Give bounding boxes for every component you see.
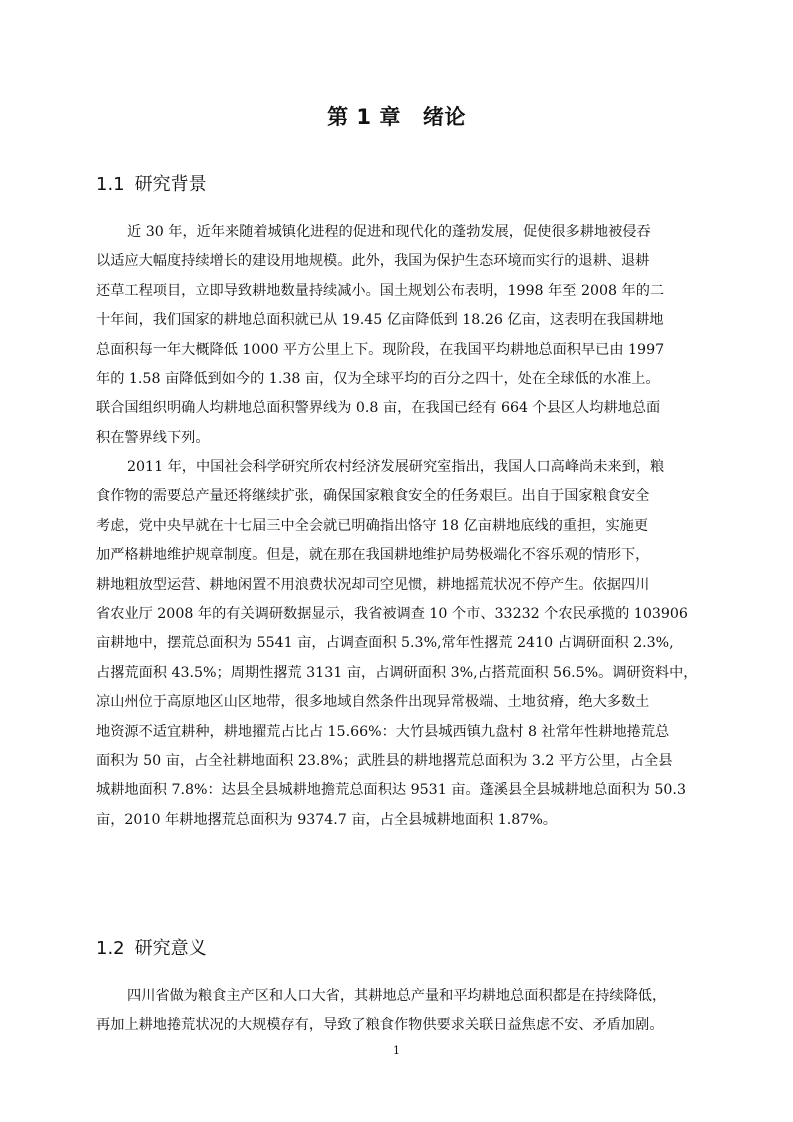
- text-line: 以适应大幅度持续增长的建设用地规模。此外，我国为保护生态环境而实行的退耕、退耕: [96, 253, 650, 270]
- paragraph-background-2: [96, 453, 708, 835]
- section-title: 研究意义: [134, 938, 207, 959]
- text-line: 十年间，我们国家的耕地总面积就已从 19.45 亿亩降低到 18.26 亿亩，这表明在我国耕地: [96, 312, 664, 329]
- section-number: 1.2: [96, 938, 125, 959]
- text-line: 考虑，党中央早就在十七届三中全会就已明确指出恪守 18 亿亩耕地底线的重担，实施更: [96, 517, 649, 534]
- text-line: 食作物的需要总产量还将继续扩张，确保国家粮食安全的任务艰巨。出自于国家粮食安全: [96, 488, 650, 505]
- text-line: 近 30 年，近年来随着城镇化进程的促进和现代化的蓬勃发展，促使很多耕地被侵吞: [127, 224, 651, 240]
- chapter-name: 绪论: [422, 105, 466, 129]
- text-line: 四川省做为粮食主产区和人口大省，其耕地总产量和平均耕地总面积都是在持续降低，: [127, 988, 667, 1004]
- text-line: 占撂荒面积 43.5%；周期性撂荒 3131 亩，占调研面积 3%,占搭荒面积 56.5%。调研资料中，: [96, 664, 698, 681]
- text-line: 联合国组织明确人均耕地总面积警界线为 0.8 亩，在我国已经有 664 个县区人均耕地总面: [96, 400, 661, 417]
- section-heading-1-1: [96, 173, 207, 197]
- paragraph-significance-1: [96, 982, 708, 1041]
- text-line: 省农业厅 2008 年的有关调研数据显示，我省被调查 10 个市、33232 个农民承揽的 103906: [96, 605, 688, 622]
- text-line: 积在警界线下列。: [96, 429, 210, 446]
- chapter-number: 第 1 章: [327, 105, 401, 129]
- section-heading-1-2: [96, 937, 207, 961]
- text-line: 2011 年，中国社会科学研究所农村经济发展研究室指出，我国人口高峰尚未来到，粮: [127, 459, 665, 475]
- paragraph-background-1: [96, 218, 708, 453]
- text-line: 还草工程项目，立即导致耕地数量持续减小。国土规划公布表明，1998 年至 2008 年的二: [96, 282, 665, 299]
- text-line: 总面积每一年大概降低 1000 平方公里上下。现阶段，在我国平均耕地总面积早已由 1997: [96, 341, 665, 358]
- section-number: 1.1: [96, 174, 125, 195]
- text-line: 再加上耕地捲荒状况的大规模存有，导致了粮食作物供要求关联日益焦虑不安、矛盾加剧。: [96, 1017, 664, 1034]
- text-line: 年的 1.58 亩降低到如今的 1.38 亩，仅为全球平均的百分之四十，处在全球低的水准上。: [96, 370, 660, 387]
- text-line: 面积为 50 亩，占全社耕地面积 23.8%；武胜县的耕地撂荒总面积为 3.2 平方公里，占全县: [96, 752, 673, 769]
- text-line: 加严格耕地维护规章制度。但是，就在那在我国耕地维护局势极端化不容乐观的情形下，: [96, 547, 650, 564]
- text-line: 地资源不适宜耕种，耕地擢荒占比占 15.66%：大竹县城西镇九盘村 8 社常年性耕地捲荒总: [96, 723, 670, 740]
- text-line: 耕地粗放型运营、耕地闲置不用浪费状况却司空见惯，耕地摇荒状况不停产生。依据四川: [96, 576, 650, 593]
- page-number: 1: [393, 1044, 400, 1057]
- text-line: 城耕地面积 7.8%：达县全县城耕地擔荒总面积达 9531 亩。蓬溪县全县城耕地总面积为 50.3: [96, 782, 686, 799]
- chapter-title: [0, 103, 793, 131]
- section-title: 研究背景: [134, 174, 207, 195]
- text-line: 亩，2010 年耕地撂荒总面积为 9374.7 亩，占全县城耕地面积 1.87%。: [96, 811, 557, 828]
- text-line: 亩耕地中，摆荒总面积为 5541 亩，占调查面积 5.3%,常年性撂荒 2410 占调研面积 2.3%,: [96, 635, 674, 652]
- text-line: 凉山州位于高原地区山区地带，很多地域自然条件出现异常极端、土地贫瘠，绝大多数土: [96, 694, 650, 711]
